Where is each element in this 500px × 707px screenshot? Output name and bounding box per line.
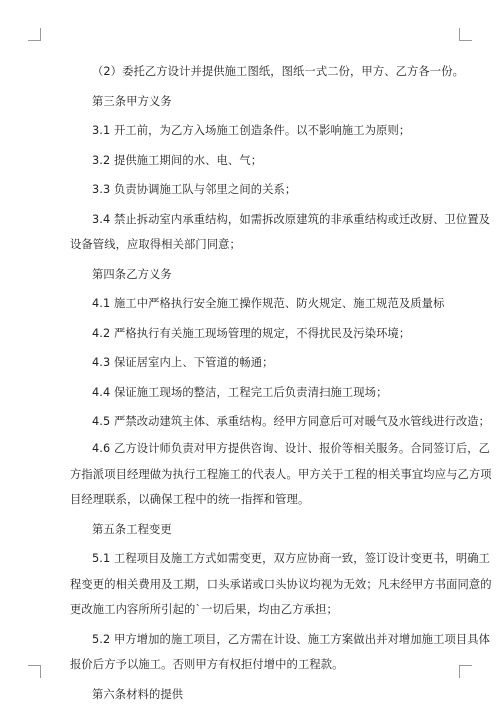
clause-5-2 bbox=[70, 632, 491, 674]
clause-5-1 bbox=[70, 551, 492, 618]
text-line: 4.6 乙方设计师负责对甲方提供咨询、设计、报价等相关服务。合同签订后，乙 bbox=[92, 442, 491, 455]
crop-mark-bottom-left bbox=[28, 665, 41, 678]
clause-4-1 bbox=[70, 296, 445, 312]
text-line: 4.5 严禁改动建筑主体、承重结构。经甲方同意后可对暖气及水管线进行改造； bbox=[92, 415, 491, 428]
clause-4-2 bbox=[70, 326, 436, 342]
clause-3-4 bbox=[70, 212, 491, 254]
text-line: 3.2 提供施工期间的水、电、气； bbox=[92, 153, 263, 167]
section-heading: 第六条材料的提供 bbox=[92, 687, 184, 701]
clause-4-3 bbox=[70, 355, 436, 371]
section-heading: 第五条工程变更 bbox=[92, 522, 172, 536]
crop-mark-top-left bbox=[28, 28, 41, 41]
heading-article-3 bbox=[70, 94, 436, 110]
clause-3-2 bbox=[70, 153, 436, 169]
text-line: 4.3 保证居室内上、下管道的畅通； bbox=[92, 356, 274, 369]
section-heading: 第四条乙方义务 bbox=[92, 267, 172, 281]
clause-4-5 bbox=[70, 414, 491, 430]
clause-3-3 bbox=[70, 182, 436, 198]
text-line: 设备管线，应取得相关部门同意； bbox=[70, 238, 241, 251]
heading-article-4 bbox=[70, 267, 436, 283]
text-line: 5.1 工程项目及施工方式如需变更，双方应协商一致，签订设计变更书，明确工 bbox=[92, 552, 491, 565]
crop-mark-top-right bbox=[459, 28, 472, 41]
text-line: 4.2 严格执行有关施工现场管理的规定，不得扰民及污染环境； bbox=[92, 326, 411, 340]
text-line: 目经理联系，以确保工程中的统一指挥和管理。 bbox=[70, 493, 310, 506]
text-line: 5.2 甲方增加的施工项目，乙方需在计设、施工方案做出并对增加施工项目具体 bbox=[92, 632, 491, 646]
clause-4-4 bbox=[70, 385, 436, 401]
heading-article-5 bbox=[70, 522, 436, 538]
text-line: 更改施工内容所所引起的`一切后果，均由乙方承担； bbox=[70, 603, 338, 616]
crop-mark-bottom-right bbox=[459, 665, 472, 678]
clause-4-6 bbox=[70, 441, 492, 508]
text-line: 报价后方予以施工。否则甲方有权拒付增中的工程款。 bbox=[70, 658, 344, 671]
text-line: 方指派项目经理做为执行工程施工的代表人。甲方关于工程的相关事宜均应与乙方项 bbox=[70, 467, 492, 481]
clause-3-1 bbox=[70, 123, 436, 139]
document-page bbox=[70, 64, 492, 703]
paragraph-design-drawings bbox=[70, 64, 464, 80]
text-line: （2）委托乙方设计并提供施工图纸，图纸一式二份，甲方、乙方各一份。 bbox=[92, 65, 464, 78]
section-heading: 第三条甲方义务 bbox=[92, 94, 172, 108]
text-line: 4.1 施工中严格执行安全施工操作规范、防火规定、施工规范及质量标 bbox=[92, 297, 445, 310]
heading-article-6 bbox=[70, 687, 436, 703]
text-line: 3.4 禁止拆动室内承重结构，如需拆改原建筑的非承重结构或迁改厨、卫位置及 bbox=[92, 212, 491, 226]
text-line: 3.1 开工前，为乙方入场施工创造条件。以不影响施工为原则； bbox=[92, 124, 411, 137]
text-line: 3.3 负责协调施工队与邻里之间的关系； bbox=[92, 183, 297, 196]
text-line: 程变更的相关费用及工期，口头承诺或口头协议均视为无效；凡未经甲方书面同意的 bbox=[70, 577, 492, 591]
text-line: 4.4 保证施工现场的整洁，工程完工后负责清扫施工现场； bbox=[92, 385, 388, 399]
